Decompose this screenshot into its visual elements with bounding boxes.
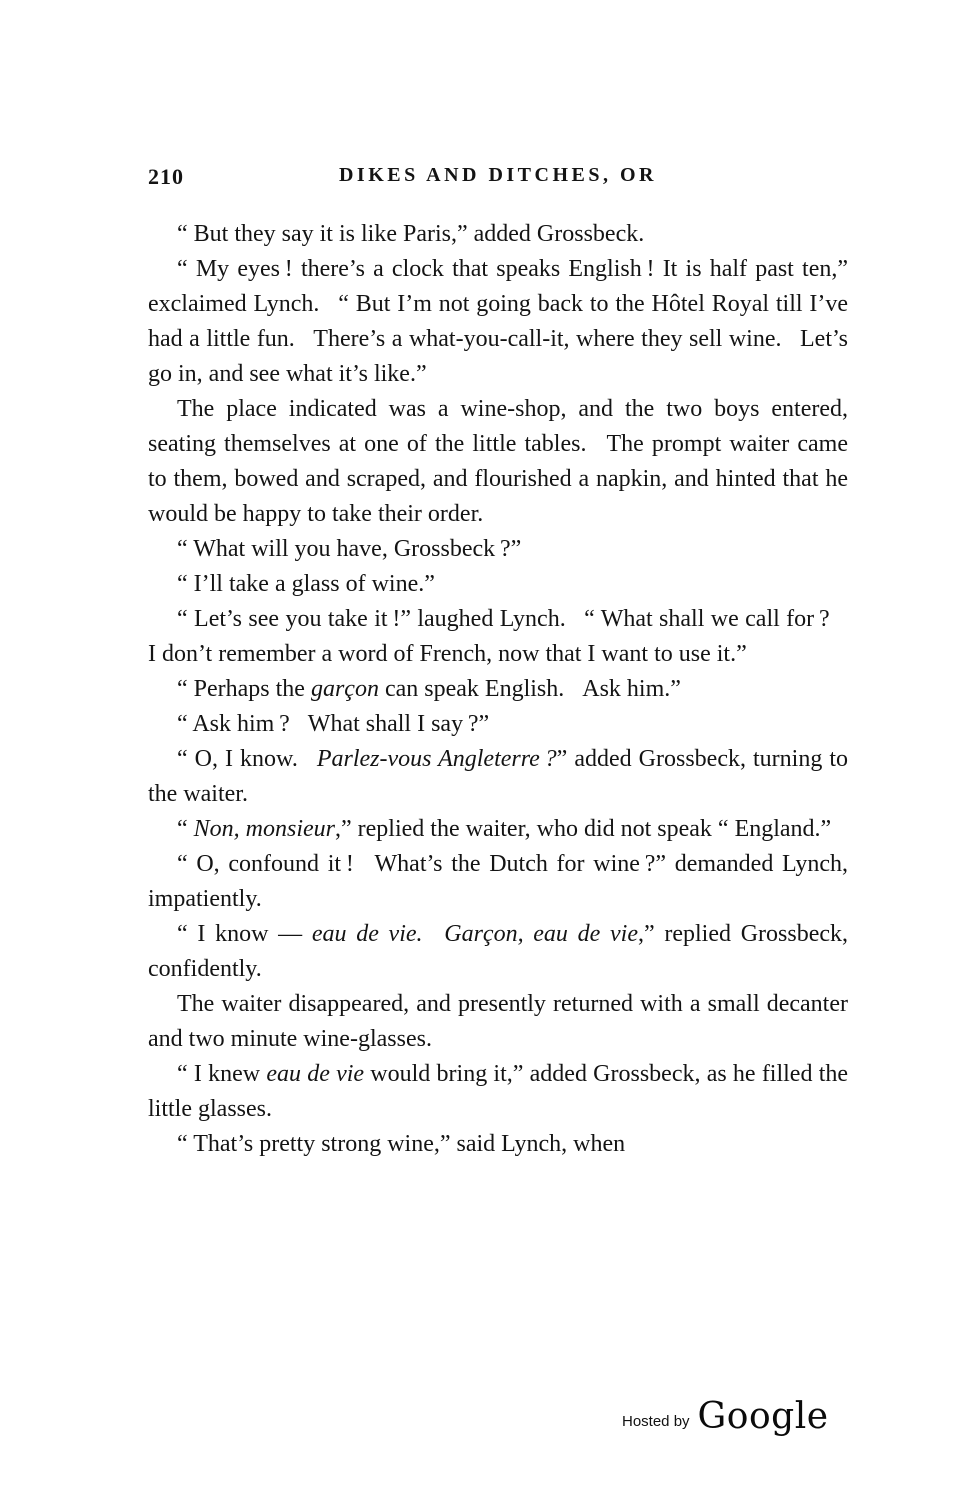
- paragraph: “ That’s pretty strong wine,” said Lynch, when: [177, 1131, 626, 1157]
- paragraph: “ Non, monsieur,” replied the waiter, who did not speak “ England.”: [177, 816, 832, 842]
- paragraph: “ I’ll take a glass of wine.”: [177, 571, 435, 597]
- paragraph: “ O, confound it ! What’s the Dutch for wine ?” demanded Lynch, impatiently.: [148, 851, 848, 912]
- page-body: [148, 217, 848, 1162]
- paragraph: “ I know — eau de vie. Garçon, eau de vie,” replied Grossbeck, confidently.: [148, 921, 848, 982]
- page-header: [148, 162, 848, 192]
- google-logo: Google: [697, 1396, 829, 1437]
- paragraph: “ I knew eau de vie would bring it,” added Grossbeck, as he filled the little glasses.: [148, 1061, 849, 1122]
- hosted-by-footer: [622, 1396, 829, 1437]
- page-number: 210: [148, 164, 184, 189]
- paragraph: “ Let’s see you take it !” laughed Lynch. “ What shall we call for ? I don’t remember a word of French, now that I want to use it.”: [148, 606, 848, 667]
- hosted-by-label: Hosted by: [622, 1413, 690, 1430]
- paragraph: “ O, I know. Parlez-vous Angleterre ?” added Grossbeck, turning to the waiter.: [148, 746, 849, 807]
- paragraph: “ My eyes ! there’s a clock that speaks English ! It is half past ten,” exclaimed Lynch. “ But I’m not going back to the Hôtel Royal till I’ve had a little fun. There’s a what-you-call-it, where they sell wine. Let’s go in, and see what it’s like.”: [148, 256, 848, 387]
- paragraph: The place indicated was a wine-shop, and the two boys entered, seating themselves at one of the little tables. The prompt waiter came to them, bowed and scraped, and flourished a napkin, and hinted that he would be happy to take their order.: [148, 396, 848, 527]
- paragraph: “ Perhaps the garçon can speak English. Ask him.”: [177, 676, 681, 702]
- paragraph: “ What will you have, Grossbeck ?”: [177, 536, 522, 562]
- running-title: DIKES AND DITCHES, OR: [338, 164, 657, 186]
- paragraph: “ But they say it is like Paris,” added Grossbeck.: [177, 221, 645, 247]
- paragraph: “ Ask him ? What shall I say ?”: [177, 711, 490, 737]
- paragraph: The waiter disappeared, and presently returned with a small decanter and two minute wine-glasses.: [148, 991, 848, 1052]
